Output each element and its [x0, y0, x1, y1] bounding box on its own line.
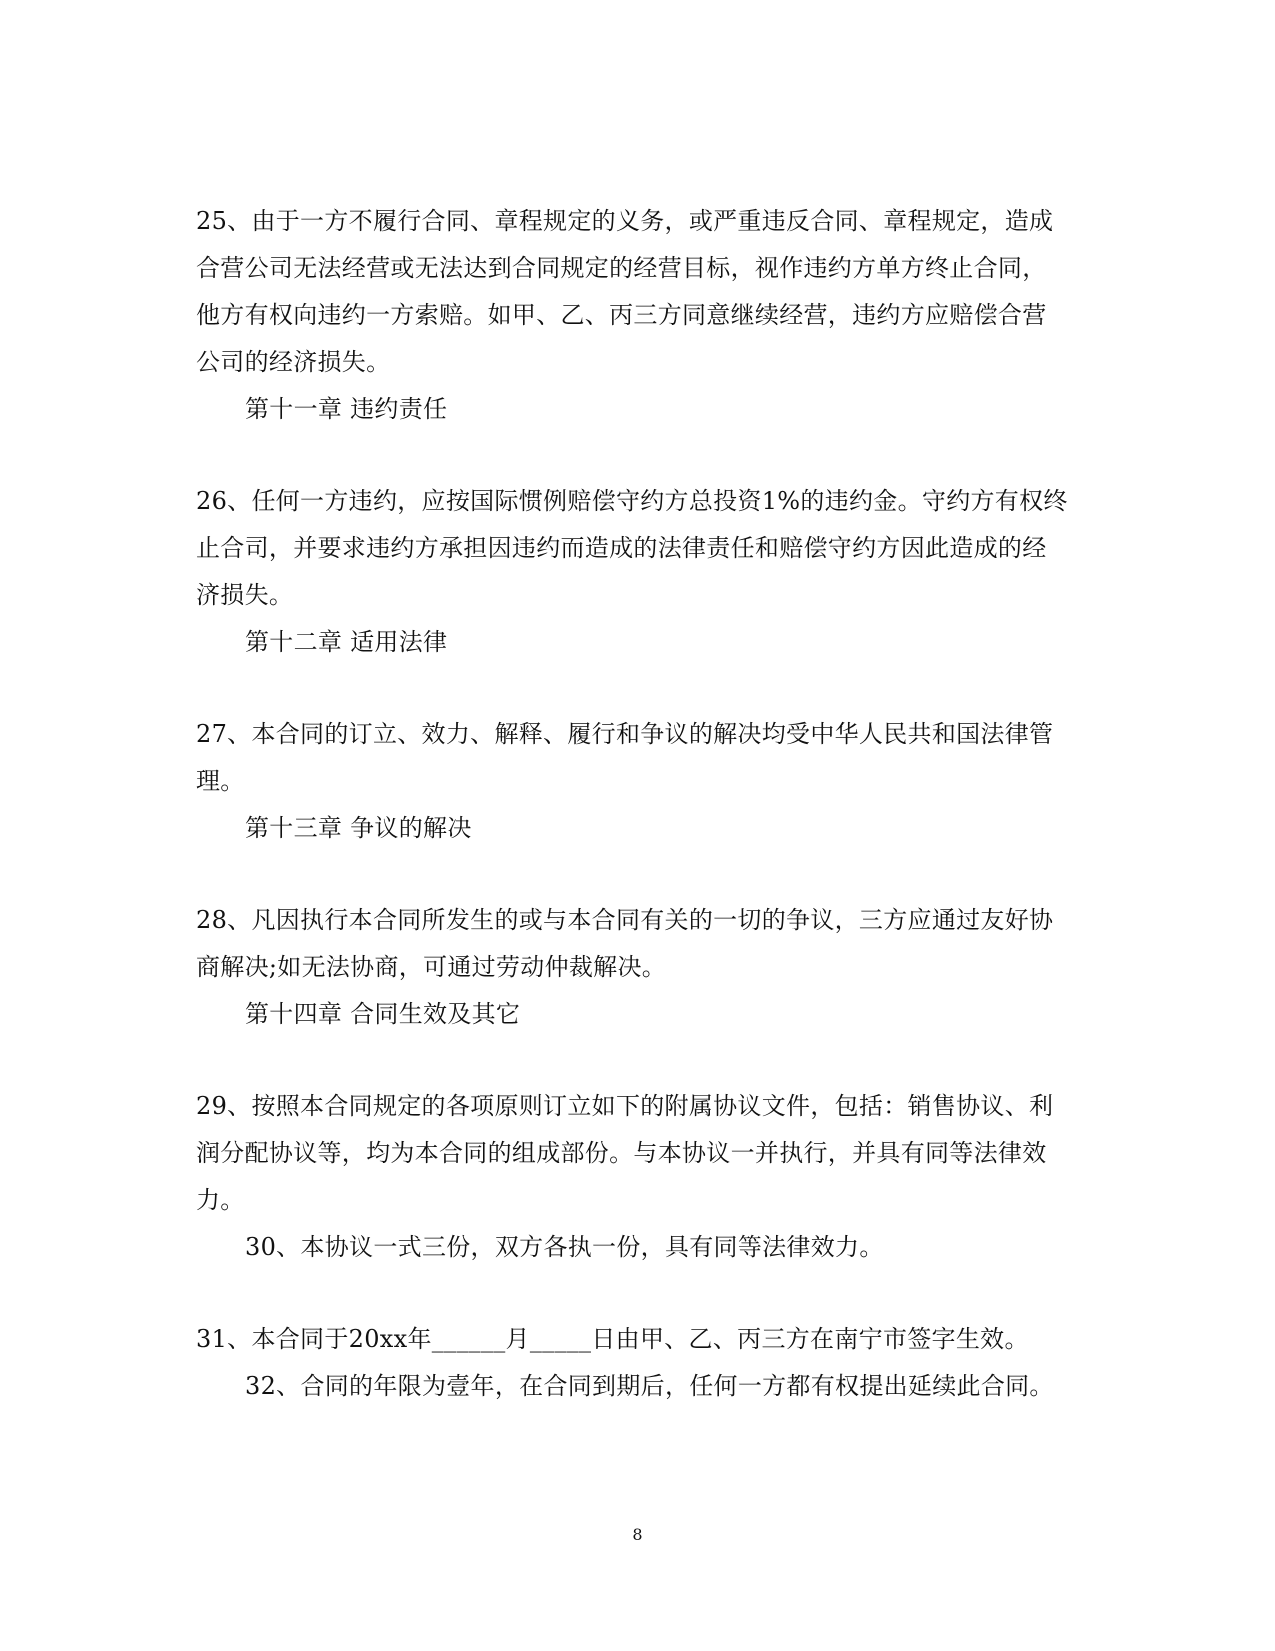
paragraph-26-line-1: 26、任何一方违约，应按国际惯例赔偿守约方总投资1%的违约金。守约方有权终 [196, 487, 1068, 515]
paragraph-28-line-2: 商解决;如无法协商，可通过劳动仲裁解决。 [196, 953, 667, 981]
paragraph-27-line-1: 27、本合同的订立、效力、解释、履行和争议的解决均受中华人民共和国法律管 [196, 720, 1054, 748]
paragraph-29-line-1: 29、按照本合同规定的各项原则订立如下的附属协议文件，包括：销售协议、利 [196, 1092, 1054, 1120]
paragraph-30: 30、本协议一式三份，双方各执一份，具有同等法律效力。 [245, 1233, 884, 1261]
chapter-12-heading: 第十二章 适用法律 [245, 628, 448, 656]
paragraph-31: 31、本合同于20xx年______月_____日由甲、乙、丙三方在南宁市签字生效。 [196, 1325, 1029, 1353]
paragraph-26-line-2: 止合司，并要求违约方承担因违约而造成的法律责任和赔偿守约方因此造成的经 [196, 534, 1047, 562]
paragraph-25-line-3: 他方有权向违约一方索赔。如甲、乙、丙三方同意继续经营，违约方应赔偿合营 [196, 301, 1047, 329]
chapter-13-heading: 第十三章 争议的解决 [245, 814, 472, 842]
chapter-14-heading: 第十四章 合同生效及其它 [245, 1000, 521, 1028]
chapter-11-heading: 第十一章 违约责任 [245, 395, 448, 423]
paragraph-26-line-3: 济损失。 [196, 581, 294, 609]
paragraph-25-line-1: 25、由于一方不履行合同、章程规定的义务，或严重违反合同、章程规定，造成 [196, 207, 1054, 235]
paragraph-25-line-2: 合营公司无法经营或无法达到合同规定的经营目标，视作违约方单方终止合同， [196, 254, 1047, 282]
paragraph-29-line-2: 润分配协议等，均为本合同的组成部份。与本协议一并执行，并具有同等法律效 [196, 1139, 1047, 1167]
paragraph-32: 32、合同的年限为壹年，在合同到期后，任何一方都有权提出延续此合同。 [245, 1372, 1054, 1400]
paragraph-25-line-4: 公司的经济损失。 [196, 348, 391, 376]
paragraph-28-line-1: 28、凡因执行本合同所发生的或与本合同有关的一切的争议，三方应通过友好协 [196, 906, 1054, 934]
page-number: 8 [632, 1525, 643, 1544]
paragraph-27-line-2: 理。 [196, 767, 245, 795]
paragraph-29-line-3: 力。 [196, 1186, 245, 1214]
